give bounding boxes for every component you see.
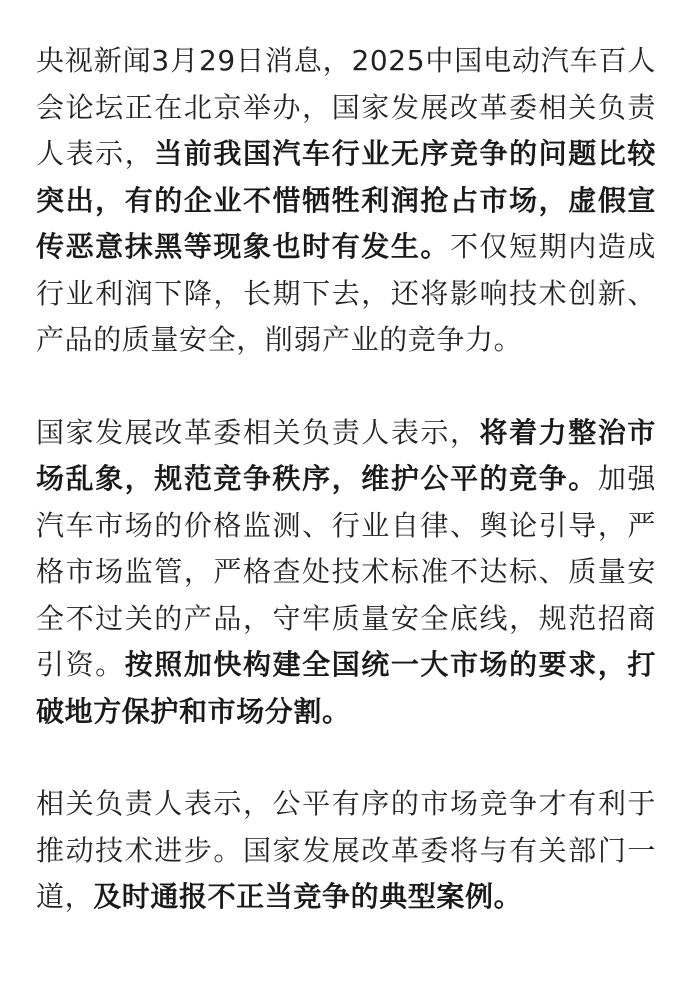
article-body: [36, 38, 656, 921]
text-segment: 央视新闻3月29日消息，2025中国电动汽车百人会论坛正在北京举办，国家发展改革委相关负责人表示，: [36, 44, 656, 170]
text-segment: 相关负责人表示，公平有序的市场竞争才有利于推动技术进步。国家发展改革委将与有关部门一道，: [36, 787, 656, 913]
bold-text-segment: 当前我国汽车行业无序竞争的问题比较突出，有的企业不惜牺牲利润抢占市场，虚假宣传恶意抹黑等现象也时有发生。: [36, 137, 656, 263]
text-segment: 不仅短期内造成行业利润下降，长期下去，还将影响技术创新、产品的质量安全，削弱产业的竞争力。: [36, 230, 657, 356]
text-segment: 加强汽车市场的价格监测、行业自律、舆论引导，严格市场监管，严格查处技术标准不达标、质量安全不过关的产品，守牢质量安全底线，规范招商引资。: [36, 462, 656, 681]
text-segment: 国家发展改革委相关负责人表示，: [36, 415, 480, 449]
paragraph-3: [36, 781, 656, 921]
bold-text-segment: 将着力整治市场乱象，规范竞争秩序，维护公平的竞争。: [36, 415, 656, 495]
paragraph-1: [36, 38, 656, 364]
bold-text-segment: 按照加快构建全国统一大市场的要求，打破地方保护和市场分割。: [36, 648, 656, 728]
bold-text-segment: 及时通报不正当竞争的典型案例。: [93, 880, 523, 913]
paragraph-2: [36, 410, 656, 736]
